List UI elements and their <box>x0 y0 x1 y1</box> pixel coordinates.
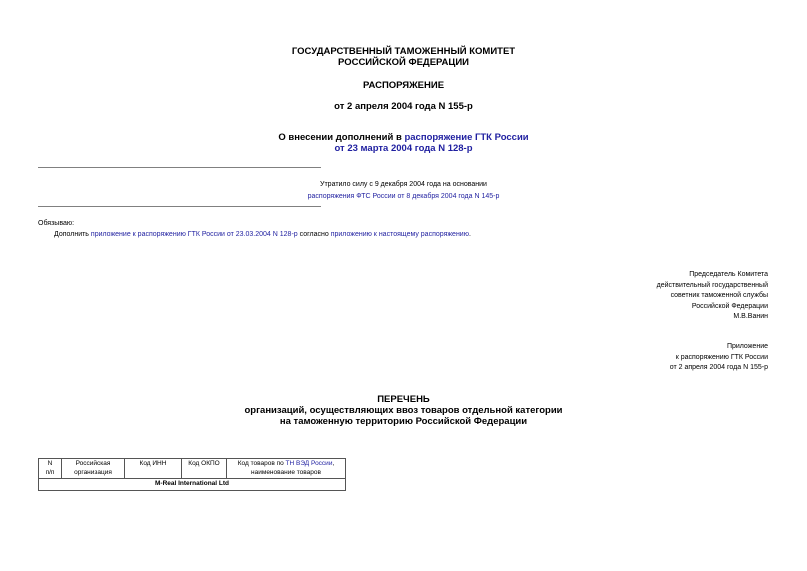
obligation-label: Обязываю: <box>38 220 75 227</box>
signature-line-3: советник таможенной службы <box>670 292 768 299</box>
status-note <box>0 180 807 201</box>
main-paragraph <box>54 230 471 239</box>
signature-block <box>657 270 768 323</box>
subject-link-order[interactable]: распоряжение ГТК России <box>404 132 529 143</box>
header-okpo: Код ОКПО <box>182 459 227 479</box>
header-organization: Российская организация <box>62 459 125 479</box>
subject-prefix: О внесении дополнений в <box>278 132 405 143</box>
header-inn: Код ИНН <box>125 459 182 479</box>
subject-link-date[interactable]: от 23 марта 2004 года N 128-р <box>334 143 473 154</box>
doc-type: РАСПОРЯЖЕНИЕ <box>362 80 445 91</box>
appendix-line-3: от 2 апреля 2004 года N 155-р <box>669 364 768 371</box>
committee-line-1: ГОСУДАРСТВЕННЫЙ ТАМОЖЕННЫЙ КОМИТЕТ <box>291 46 516 57</box>
tnved-link[interactable]: ТН ВЭД России <box>285 460 333 467</box>
table-header-row <box>39 459 346 479</box>
doc-subject <box>0 132 807 154</box>
signature-line-2: действительный государственный <box>656 281 768 289</box>
paragraph-link-this-order[interactable]: приложению к настоящему распоряжению <box>330 231 469 238</box>
list-heading <box>0 394 807 427</box>
status-link[interactable]: распоряжения ФТС России от 8 декабря 2004 года N 145-р <box>307 193 500 200</box>
list-subtitle-2: на таможенную территорию Российской Федерации <box>279 416 528 427</box>
committee-line-2: РОССИЙСКОЙ ФЕДЕРАЦИИ <box>337 57 469 68</box>
list-title: ПЕРЕЧЕНЬ <box>377 394 430 405</box>
organizations-table <box>38 458 346 491</box>
organization-name: M-Real International Ltd <box>39 479 346 491</box>
appendix-line-1: Приложение <box>726 343 768 350</box>
paragraph-end: . <box>468 231 471 238</box>
signature-line-1: Председатель Комитета <box>689 271 768 278</box>
divider-bottom <box>38 206 321 207</box>
divider-top <box>38 167 321 168</box>
signature-name: М.В.Ванин <box>733 313 768 320</box>
table-row <box>39 479 346 491</box>
appendix-line-2: к распоряжению ГТК России <box>675 353 768 361</box>
paragraph-start: Дополнить <box>54 231 91 238</box>
header-number: N п/п <box>39 459 62 479</box>
committee-name <box>0 46 807 68</box>
header-goods-code: Код товаров по ТН ВЭД России, наименование товаров <box>227 459 346 479</box>
appendix-block <box>670 342 768 374</box>
list-subtitle-1: организаций, осуществляющих ввоз товаров отдельной категории <box>244 405 563 416</box>
status-line: Утратило силу с 9 декабря 2004 года на основании <box>320 181 487 188</box>
signature-line-4: Российской Федерации <box>691 302 768 310</box>
paragraph-link-appendix[interactable]: приложение к распоряжению ГТК России от 23.03.2004 N 128-р <box>90 231 298 238</box>
paragraph-middle: согласно <box>297 231 331 238</box>
doc-date: от 2 апреля 2004 года N 155-р <box>334 101 473 112</box>
